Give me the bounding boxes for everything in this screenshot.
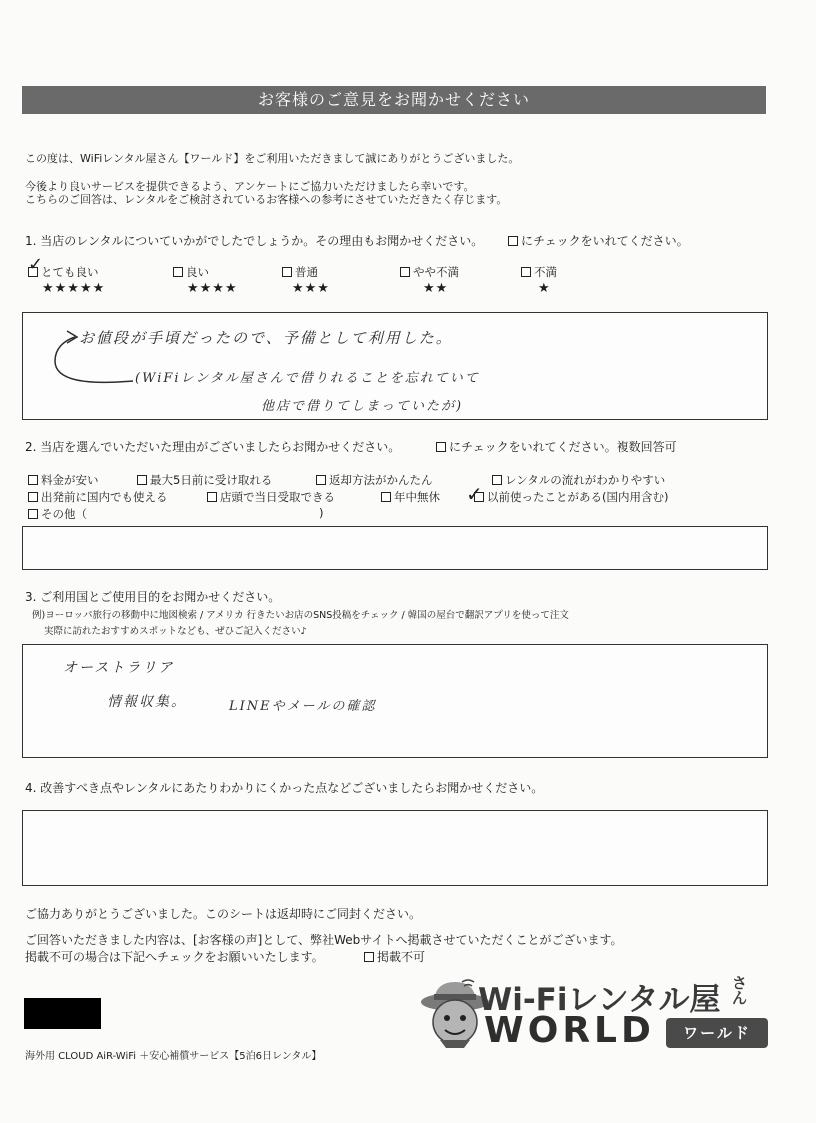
redaction-block bbox=[24, 998, 101, 1029]
logo-san: さん bbox=[732, 974, 748, 1007]
q4-answer-box[interactable] bbox=[22, 810, 768, 886]
q3-answer-line-2: 情報収集。 bbox=[107, 694, 187, 710]
q2-instruction bbox=[436, 438, 677, 455]
q3-answer-box[interactable] bbox=[22, 644, 768, 758]
q1-answer-line-1: お値段が手頃だったので、予備として利用した。 bbox=[79, 329, 453, 347]
checkbox[interactable] bbox=[521, 267, 531, 277]
q3-example-1: 例)ヨーロッパ旅行の移動中に地図検索 / アメリカ 行きたいお店のSNS投稿をチェック / 韓国の屋台で翻訳アプリを使って注文 bbox=[32, 610, 569, 621]
publish-notice-1: ご回答いただきました内容は、[お客様の声]として、弊社Webサイトへ掲載させていただくことがございます。 bbox=[25, 933, 623, 947]
option-label: 返却方法がかんたん bbox=[329, 473, 433, 487]
q1-instruction bbox=[508, 232, 689, 249]
logo-subtitle: ワールド bbox=[666, 1018, 768, 1048]
sample-checkbox bbox=[508, 236, 518, 246]
checkbox[interactable] bbox=[173, 267, 183, 277]
product-text: 海外用 CLOUD AiR-WiFi ＋安心補償サービス【5泊6日レンタル】 bbox=[25, 1051, 322, 1062]
check-mark-icon: ✓ bbox=[28, 254, 44, 275]
option-label: 掲載不可 bbox=[377, 950, 426, 964]
checkbox[interactable] bbox=[282, 267, 292, 277]
checkbox[interactable] bbox=[28, 509, 38, 519]
stars-5: ★★★★★ bbox=[42, 281, 106, 296]
q1-option-dissatisfied[interactable] bbox=[521, 264, 557, 280]
q2-option-domestic-use[interactable] bbox=[28, 489, 168, 505]
option-label: 最大5日前に受け取れる bbox=[150, 473, 273, 487]
no-publish-option[interactable] bbox=[364, 948, 425, 965]
option-label: 年中無休 bbox=[394, 490, 440, 504]
check-mark-icon: ✓ bbox=[466, 482, 483, 506]
checkbox[interactable] bbox=[364, 952, 374, 962]
option-label: 店頭で当日受取できる bbox=[220, 490, 335, 504]
q2-option-same-day[interactable] bbox=[207, 489, 335, 505]
checkbox[interactable] bbox=[28, 492, 38, 502]
q2-answer-box[interactable] bbox=[22, 526, 768, 570]
q1-answer-line-3: 他店で借りてしまっていたが) bbox=[261, 399, 464, 414]
q2-option-easy-return[interactable] bbox=[316, 472, 433, 488]
option-label: レンタルの流れがわかりやすい bbox=[505, 473, 666, 487]
q1-answer-line-2: (WiFiレンタル屋さんで借りれることを忘れていて bbox=[135, 371, 480, 386]
q1-option-normal[interactable] bbox=[282, 264, 318, 280]
stars-1: ★ bbox=[538, 281, 551, 296]
q3-question: 3. ご利用国とご使用目的をお聞かせください。 bbox=[25, 590, 281, 604]
logo-text-1: Wi-Fiレンタル屋 bbox=[478, 982, 721, 1018]
q2-question: 2. 当店を選んでいただいた理由がございましたらお聞かせください。 bbox=[25, 440, 401, 454]
q2-option-open-all-year[interactable] bbox=[381, 489, 440, 505]
q2-option-5days-before[interactable] bbox=[137, 472, 272, 488]
intro-line-3: こちらのご回答は、レンタルをご検討されているお客様への参考にさせていただきたく存じます。 bbox=[25, 193, 508, 206]
stars-4: ★★★★ bbox=[187, 281, 238, 296]
brand-logo bbox=[418, 972, 770, 1054]
q2-option-other[interactable] bbox=[28, 506, 87, 522]
stars-2: ★★ bbox=[423, 281, 449, 296]
q1-option-good[interactable] bbox=[173, 264, 209, 280]
option-label: その他（ bbox=[41, 507, 87, 521]
q3-answer-line-1: オーストラリア bbox=[63, 660, 175, 676]
intro-line-2: 今後より良いサービスを提供できるよう、アンケートにご協力いただけましたら幸いです。 bbox=[25, 180, 475, 193]
q1-answer-box[interactable] bbox=[22, 312, 768, 420]
option-label: 良い bbox=[186, 265, 209, 279]
option-label: とても良い bbox=[41, 265, 99, 279]
q2-instruction-text: にチェックをいれてください。複数回答可 bbox=[449, 440, 677, 454]
logo-text-2: WORLD bbox=[484, 1010, 655, 1051]
checkbox[interactable] bbox=[381, 492, 391, 502]
q1-instruction-text: にチェックをいれてください。 bbox=[521, 234, 689, 248]
thanks-text: ご協力ありがとうございました。このシートは返却時にご同封ください。 bbox=[25, 907, 422, 921]
q2-option-used-before[interactable] bbox=[474, 489, 668, 505]
option-label: 普通 bbox=[295, 265, 318, 279]
q1-option-slightly-dissatisfied[interactable] bbox=[400, 264, 459, 280]
option-label: 以前使ったことがある(国内用含む) bbox=[487, 490, 669, 504]
option-label: 不満 bbox=[534, 265, 557, 279]
option-label: 出発前に国内でも使える bbox=[41, 490, 168, 504]
checkbox[interactable] bbox=[137, 475, 147, 485]
publish-notice-2: 掲載不可の場合は下記へチェックをお願いいたします。 bbox=[25, 950, 324, 964]
q3-answer-line-3: LINEやメールの確認 bbox=[229, 699, 377, 714]
q2-option-cheap[interactable] bbox=[28, 472, 99, 488]
intro-line-1: この度は、WiFiレンタル屋さん【ワールド】をご利用いただきまして誠にありがとうございました。 bbox=[25, 152, 520, 165]
q2-other-close: ) bbox=[319, 506, 324, 520]
checkbox[interactable] bbox=[400, 267, 410, 277]
q2-option-easy-flow[interactable] bbox=[492, 472, 665, 488]
checkbox[interactable] bbox=[492, 475, 502, 485]
checkbox[interactable] bbox=[28, 475, 38, 485]
page-title: お客様のご意見をお聞かせください bbox=[22, 86, 766, 114]
q3-example-2: 実際に訪れたおすすめスポットなども、ぜひご記入ください♪ bbox=[44, 626, 307, 637]
checkbox[interactable] bbox=[316, 475, 326, 485]
q1-question: 1. 当店のレンタルについていかがでしたでしょうか。その理由もお聞かせください。 bbox=[25, 234, 484, 248]
sample-checkbox bbox=[436, 442, 446, 452]
stars-3: ★★★ bbox=[292, 281, 330, 296]
checkbox[interactable] bbox=[207, 492, 217, 502]
q4-question: 4. 改善すべき点やレンタルにあたりわかりにくかった点などございましたらお聞かせください。 bbox=[25, 781, 544, 795]
option-label: やや不満 bbox=[413, 265, 459, 279]
option-label: 料金が安い bbox=[41, 473, 99, 487]
